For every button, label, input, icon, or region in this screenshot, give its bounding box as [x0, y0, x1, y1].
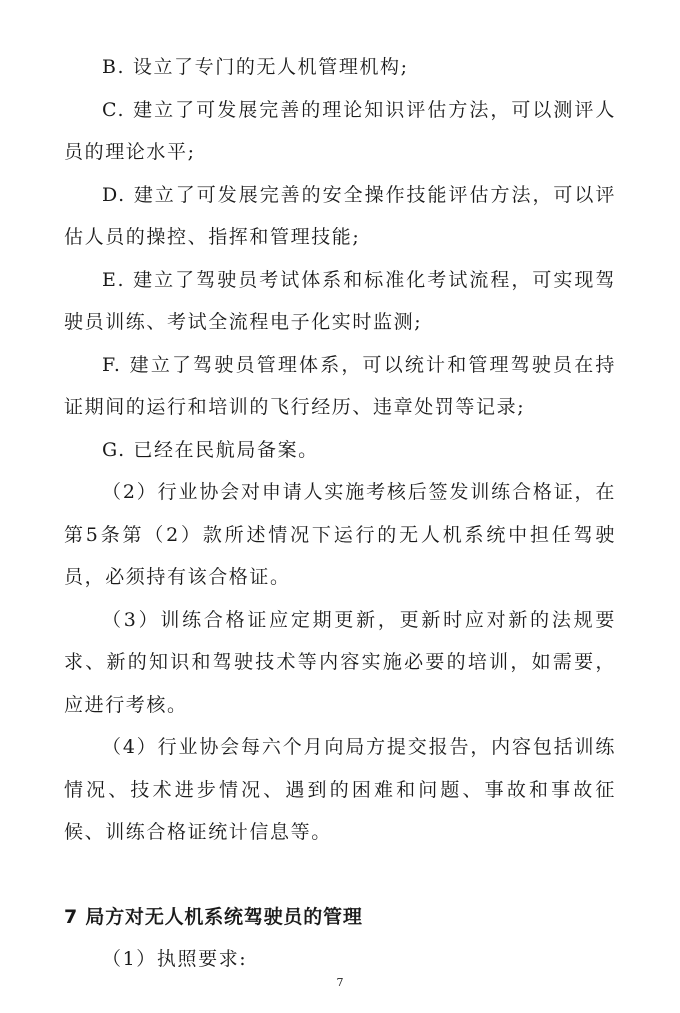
paragraph-item-e: E. 建立了驾驶员考试体系和标准化考试流程，可实现驾驶员训练、考试全流程电子化实时监测;	[64, 268, 616, 333]
page-body	[64, 46, 616, 981]
paragraph-item-c: C. 建立了可发展完善的理论知识评估方法，可以测评人员的理论水平;	[64, 98, 616, 163]
paragraph-item-g: G. 已经在民航局备案。	[102, 438, 319, 461]
paragraph-clause-3: （3）训练合格证应定期更新，更新时应对新的法规要求、新的知识和驾驶技术等内容实施必要的培训，如需要，应进行考核。	[64, 608, 616, 716]
paragraph-clause-2: （2）行业协会对申请人实施考核后签发训练合格证，在第5条第（2）款所述情况下运行的无人机系统中担任驾驶员，必须持有该合格证。	[64, 481, 616, 588]
paragraph-item-f: F. 建立了驾驶员管理体系，可以统计和管理驾驶员在持证期间的运行和培训的飞行经历、违章处罚等记录;	[64, 353, 616, 418]
section-heading: 7 局方对无人机系统驾驶员的管理	[64, 905, 363, 928]
section-first-item: （1）执照要求:	[102, 948, 248, 970]
paragraph-clause-4: （4）行业协会每六个月向局方提交报告，内容包括训练情况、技术进步情况、遇到的困难和问题、事故和事故征候、训练合格证统计信息等。	[64, 736, 616, 843]
paragraph-item-b: B. 设立了专门的无人机管理机构;	[102, 56, 409, 78]
paragraph-item-d: D. 建立了可发展完善的安全操作技能评估方法，可以评估人员的操控、指挥和管理技能;	[64, 183, 616, 248]
page-number: 7	[336, 976, 344, 989]
